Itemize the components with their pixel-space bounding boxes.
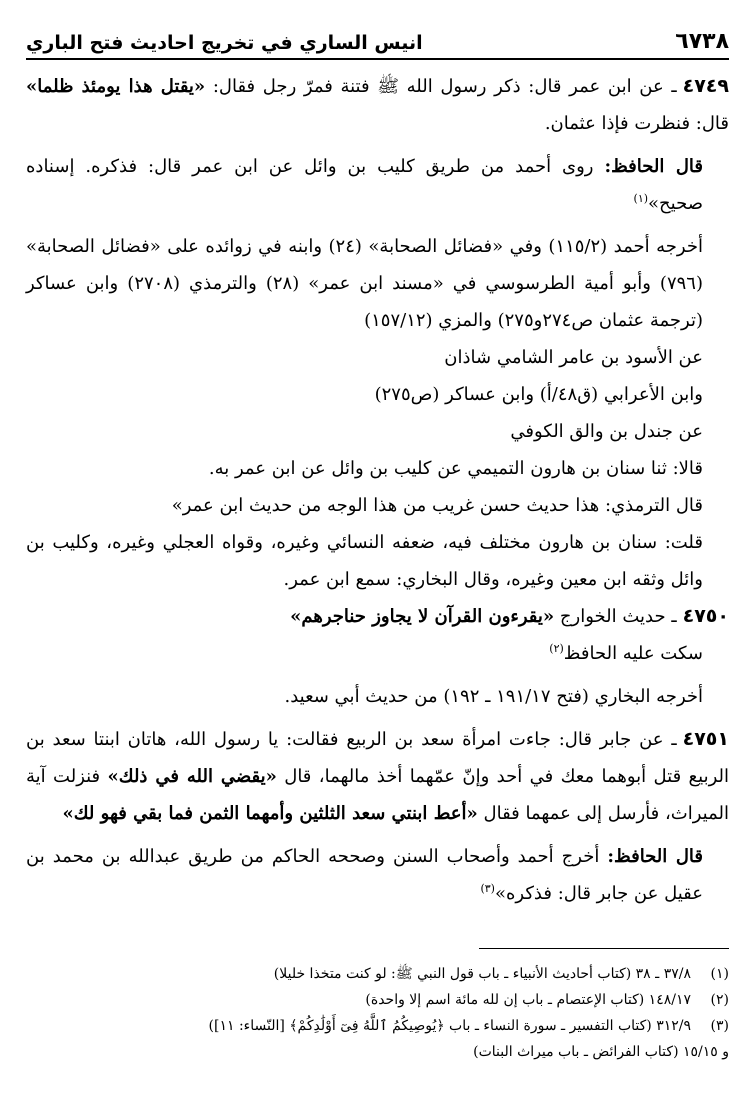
hadith-quote-2: «أعط ابنتي سعد الثلثين وأمهما الثمن فما بقي فهو لك» (62, 803, 478, 824)
chain-line: عن الأسود بن عامر الشامي شاذان (444, 347, 703, 368)
hadith-text: ـ عن ابن عمر قال: ذكر رسول الله ﷺ فتنة فمرّ رجل فقال: (205, 76, 677, 97)
hafiz-text: روى أحمد من طريق كليب بن وائل عن ابن عمر قال: فذكره. إسناده صحيح» (26, 156, 703, 214)
sakata-line (26, 635, 729, 672)
footnote (26, 961, 729, 987)
hadith-text: ـ حديث الخوارج (554, 606, 677, 627)
hadith-quote: «يقرءون القرآن لا يجاوز حناجرهم» (290, 606, 555, 627)
hadith-number: ٤٧٤٩ (682, 75, 729, 97)
footnote-number: (١) (710, 966, 729, 982)
hafiz-comment-2 (26, 838, 729, 912)
page-number: ٦٧٣٨ (675, 29, 729, 54)
hadith-quote: «يقتل هذا يومئذ ظلما» (26, 76, 206, 97)
hadith-quote: «يقضي الله في ذلك» (107, 766, 277, 787)
chain-line: عن جندل بن والق الكوفي (510, 421, 703, 442)
tirmidhi-comment: قال الترمذي: هذا حديث حسن غريب من هذا الوجه من حديث ابن عمر» (171, 495, 703, 516)
book-title: انيس الساري في تخريج احاديث فتح الباري (26, 32, 423, 54)
author-comment: قلت: سنان بن هارون مختلف فيه، ضعفه النسائي وغيره، وقواه العجلي وغيره، وكليب بن وائل وثقه ابن معين وغيره، وقال البخاري: سمع ابن عمر. (26, 532, 703, 590)
chain-line: قالا: ثنا سنان بن هارون التميمي عن كليب بن وائل عن ابن عمر به. (208, 458, 703, 479)
footnote-ref: (٢) (549, 642, 564, 655)
hadith-4750 (26, 598, 729, 635)
hafiz-text: أخرج أحمد وأصحاب السنن وصححه الحاكم من طريق عبدالله بن محمد بن عقيل عن جابر قال: فذكره» (26, 846, 703, 904)
page-header (26, 22, 729, 60)
footnote-continuation: و ١٥/١٥ (كتاب الفرائض ـ باب ميراث البنات) (473, 1044, 729, 1060)
takhrij-1: أخرجه أحمد (١١٥/٢) وفي «فضائل الصحابة» (٢٤) وابنه في زوائده على «فضائل الصحابة» (٧٩٦) وأبو أمية الطرسوسي في «مسند ابن عمر» (٢٨) والترمذي (٢٧٠٨) وابن عساكر (ترجمة عثمان ص٢٧٤و٢٧٥) والمزي (١٥٧/١٢) (26, 236, 704, 331)
takhrij-2: أخرجه البخاري (فتح ١٩١/١٧ ـ ١٩٢) من حديث أبي سعيد. (284, 686, 703, 707)
footnote (26, 987, 729, 1013)
hadith-text: ـ عن جابر قال: جاءت امرأة سعد بن الربيع فقالت: يا رسول الله، هاتان ابنتا سعد بن الربيع قتل أبوهما معك في أحد وإنّ عمّهما أخذ مالهما، قال (26, 729, 729, 787)
footnote-text: ٣٧/٨ ـ ٣٨ (كتاب أحاديث الأنبياء ـ باب قول النبي ﷺ: لو كنت متخذا خليلا) (273, 966, 691, 982)
hadith-text-mid: فنزلت آية الميراث، فأرسل إلى عمهما فقال (26, 766, 729, 824)
chain-line: وابن الأعرابي (ق٤٨/أ) وابن عساكر (ص٢٧٥) (374, 384, 703, 405)
footnote-number: (٢) (710, 992, 729, 1008)
footnote-number: (٣) (710, 1018, 729, 1034)
footnote (26, 1013, 729, 1039)
hafiz-label: قال الحافظ: (604, 156, 704, 177)
footnote-text: ١٤٨/١٧ (كتاب الإعتصام ـ باب إن لله مائة اسم إلا واحدة) (365, 992, 691, 1008)
hadith-4751 (26, 721, 729, 832)
footnote-divider (479, 948, 729, 949)
hadith-4749 (26, 68, 729, 142)
footnote-ref: (١) (633, 192, 649, 205)
hadith-text-end: قال: فنظرت فإذا عثمان. (544, 113, 729, 134)
page-body (26, 60, 729, 1065)
footnote-ref: (٣) (480, 882, 495, 895)
hafiz-comment-1 (26, 148, 729, 222)
hadith-number: ٤٧٥٠ (682, 605, 729, 627)
hafiz-label: قال الحافظ: (607, 846, 704, 867)
sakata-text: سكت عليه الحافظ (563, 643, 703, 664)
footnotes (26, 961, 729, 1065)
hadith-number: ٤٧٥١ (682, 728, 729, 750)
footnote-text: ٣١٢/٩ (كتاب التفسير ـ سورة النساء ـ باب ﴿يُوصِيكُمُ ٱللَّهُ فِىٓ أَوْلَٰدِكُمْ﴾ [النّساء: ١١]) (208, 1018, 691, 1034)
